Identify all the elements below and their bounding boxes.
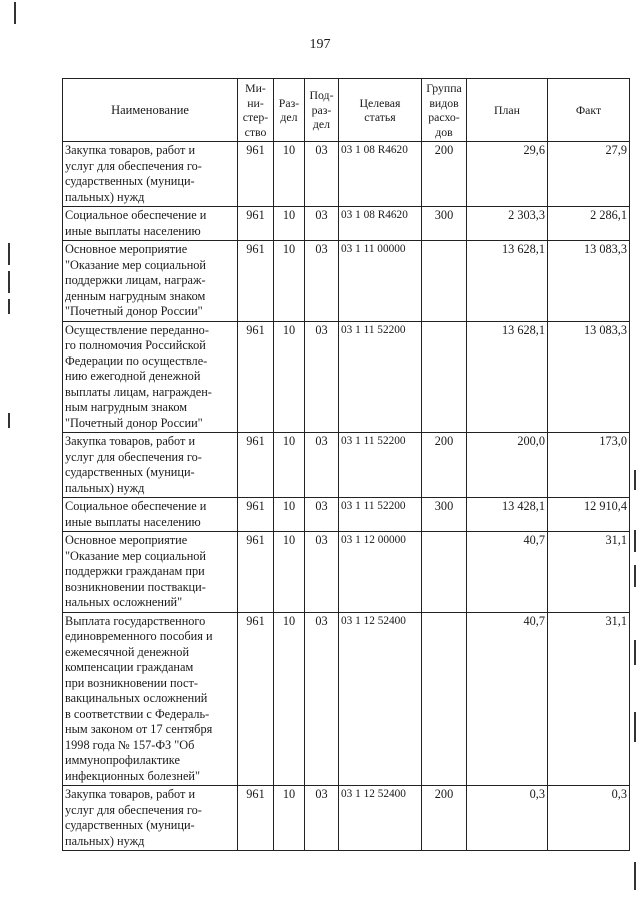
fact-cell: 13 083,3 [548, 241, 630, 322]
expense-group-cell: 200 [422, 142, 467, 207]
header-line: дел [312, 117, 331, 132]
header-target [339, 79, 422, 142]
name-line: услуг для обеспечения го- [65, 449, 202, 464]
name-line: при возникновении пост- [65, 675, 198, 690]
name-line: ежемесячной денежной [65, 644, 190, 659]
name-line: сударственных (муници- [65, 465, 195, 479]
expense-group-cell: 300 [422, 207, 467, 241]
name-line: нальных осложнений" [65, 595, 183, 609]
name-cell [63, 786, 238, 851]
scan-mark [634, 640, 636, 665]
header-plan [467, 79, 548, 142]
name-line: 1998 года № 157-ФЗ "Об [65, 737, 195, 752]
name-line: нию ежегодной денежной [65, 369, 201, 383]
name-line: сударственных (муници- [65, 818, 195, 832]
name-line: иные выплаты населению [65, 223, 201, 238]
plan-cell: 200,0 [467, 433, 548, 498]
section-cell: 10 [274, 612, 305, 786]
scan-mark [8, 243, 10, 265]
plan-cell: 13 428,1 [467, 498, 548, 532]
name-line: иные выплаты населению [65, 514, 201, 529]
name-line: ным законом от 17 сентября [65, 722, 213, 736]
target-article-cell: 03 1 11 52200 [339, 498, 422, 532]
table-row [63, 207, 630, 241]
scan-mark [14, 2, 16, 24]
fact-cell: 2 286,1 [548, 207, 630, 241]
table-row [63, 142, 630, 207]
name-cell [63, 532, 238, 613]
budget-table [62, 78, 630, 851]
table-row [63, 786, 630, 851]
target-article-cell: 03 1 11 52200 [339, 433, 422, 498]
section-cell: 10 [274, 207, 305, 241]
subsection-cell: 03 [305, 207, 339, 241]
ministry-cell: 961 [238, 433, 274, 498]
table-row [63, 498, 630, 532]
scan-mark [634, 862, 636, 890]
scan-mark [634, 470, 636, 490]
section-cell: 10 [274, 142, 305, 207]
name-line: го полномочия Российской [65, 338, 206, 352]
name-line: инфекционных болезней" [65, 768, 201, 783]
page-number: 197 [309, 37, 331, 52]
plan-cell: 13 628,1 [467, 321, 548, 433]
subsection-cell: 03 [305, 142, 339, 207]
name-line: Социальное обеспечение и [65, 208, 207, 222]
header-line: расхо- [428, 110, 460, 124]
header-row [63, 79, 630, 142]
table-row [63, 433, 630, 498]
header-subsection [305, 79, 339, 142]
section-cell: 10 [274, 321, 305, 433]
name-line: Основное мероприятие [65, 533, 188, 547]
name-cell [63, 142, 238, 207]
name-line: Выплата государственного [65, 613, 206, 628]
name-line: Основное мероприятие [65, 242, 188, 256]
section-cell: 10 [274, 532, 305, 613]
name-cell [63, 433, 238, 498]
header-line: Группа [426, 81, 462, 95]
scan-mark [8, 413, 10, 428]
name-line: Осуществление переданно- [65, 322, 209, 337]
plan-cell: 40,7 [467, 532, 548, 613]
name-line: поддержки гражданам при [65, 564, 205, 578]
name-line: "Почетный донор России" [65, 304, 203, 318]
expense-group-cell: 200 [422, 786, 467, 851]
name-line: компенсации гражданам [65, 660, 194, 674]
name-line: Закупка товаров, работ и [65, 787, 196, 801]
header-line: дов [435, 124, 453, 139]
name-line: в соответствии с Федераль- [65, 706, 210, 721]
name-cell [63, 612, 238, 786]
scan-mark [8, 299, 10, 314]
plan-cell: 13 628,1 [467, 241, 548, 322]
ministry-cell: 961 [238, 498, 274, 532]
name-line: иммунопрофилактике [65, 753, 180, 767]
header-line: Целевая [359, 95, 401, 110]
name-line: выплаты лицам, награжден- [65, 384, 212, 399]
subsection-cell: 03 [305, 532, 339, 613]
subsection-cell: 03 [305, 498, 339, 532]
scan-mark [8, 271, 10, 293]
subsection-cell: 03 [305, 433, 339, 498]
header-line: дел [280, 110, 298, 124]
subsection-cell: 03 [305, 786, 339, 851]
target-article-cell: 03 1 12 52400 [339, 786, 422, 851]
fact-cell: 13 083,3 [548, 321, 630, 433]
fact-cell: 173,0 [548, 433, 630, 498]
expense-group-cell [422, 612, 467, 786]
target-article-cell: 03 1 12 52400 [339, 612, 422, 786]
name-line: Федерации по осуществле- [65, 353, 208, 368]
header-line: ни- [247, 95, 264, 110]
name-line: вакцинальных осложнений [65, 691, 208, 705]
target-article-cell: 03 1 11 52200 [339, 321, 422, 433]
expense-group-cell: 300 [422, 498, 467, 532]
scan-mark [634, 712, 636, 742]
header-name [63, 79, 238, 142]
name-line: поддержки лицам, награж- [65, 273, 206, 287]
header-fact [548, 79, 630, 142]
header-line: Наименование [111, 102, 189, 117]
header-group [422, 79, 467, 142]
header-line: ство [244, 124, 267, 139]
ministry-cell: 961 [238, 142, 274, 207]
name-line: пальных) нужд [65, 189, 145, 204]
plan-cell: 0,3 [467, 786, 548, 851]
header-line: статья [364, 110, 396, 124]
ministry-cell: 961 [238, 786, 274, 851]
ministry-cell: 961 [238, 532, 274, 613]
section-cell: 10 [274, 433, 305, 498]
plan-cell: 40,7 [467, 612, 548, 786]
ministry-cell: 961 [238, 321, 274, 433]
expense-group-cell [422, 241, 467, 322]
header-line: Факт [575, 102, 602, 117]
table-row [63, 612, 630, 786]
header-line: видов [429, 95, 459, 110]
name-cell [63, 207, 238, 241]
scan-mark [634, 565, 636, 587]
fact-cell: 27,9 [548, 142, 630, 207]
name-line: услуг для обеспечения го- [65, 802, 202, 817]
target-article-cell: 03 1 12 00000 [339, 532, 422, 613]
name-line: пальных) нужд [65, 833, 145, 848]
name-line: Закупка товаров, работ и [65, 143, 196, 157]
name-line: ным нагрудным знаком [65, 400, 188, 414]
name-cell [63, 241, 238, 322]
header-section [274, 79, 305, 142]
name-line: Закупка товаров, работ и [65, 434, 196, 448]
plan-cell: 29,6 [467, 142, 548, 207]
name-line: "Оказание мер социальной [65, 548, 207, 563]
name-cell [63, 321, 238, 433]
header-line: Ми- [245, 81, 266, 95]
name-line: Социальное обеспечение и [65, 499, 207, 513]
ministry-cell: 961 [238, 207, 274, 241]
table-row [63, 532, 630, 613]
name-line: пальных) нужд [65, 480, 145, 495]
name-line: услуг для обеспечения го- [65, 158, 202, 173]
subsection-cell: 03 [305, 241, 339, 322]
scan-mark [634, 530, 636, 552]
name-line: денным нагрудным знаком [65, 288, 206, 303]
header-line: Под- [309, 88, 334, 103]
fact-cell: 31,1 [548, 612, 630, 786]
table-body [63, 142, 630, 851]
subsection-cell: 03 [305, 612, 339, 786]
header-line: раз- [311, 102, 332, 117]
name-line: возникновении поствакци- [65, 579, 206, 594]
expense-group-cell [422, 321, 467, 433]
header-line: стер- [242, 110, 269, 124]
target-article-cell: 03 1 11 00000 [339, 241, 422, 322]
table-row [63, 241, 630, 322]
plan-cell: 2 303,3 [467, 207, 548, 241]
table-header [63, 79, 630, 142]
fact-cell: 31,1 [548, 532, 630, 613]
header-line: Раз- [278, 95, 300, 110]
section-cell: 10 [274, 498, 305, 532]
target-article-cell: 03 1 08 R4620 [339, 142, 422, 207]
expense-group-cell [422, 532, 467, 613]
ministry-cell: 961 [238, 241, 274, 322]
fact-cell: 12 910,4 [548, 498, 630, 532]
name-line: "Оказание мер социальной [65, 257, 207, 272]
header-ministry [238, 79, 274, 142]
name-line: сударственных (муници- [65, 174, 195, 188]
name-line: единовременного пособия и [65, 629, 213, 643]
header-line: План [494, 102, 520, 117]
name-cell [63, 498, 238, 532]
target-article-cell: 03 1 08 R4620 [339, 207, 422, 241]
table-row [63, 321, 630, 433]
section-cell: 10 [274, 241, 305, 322]
ministry-cell: 961 [238, 612, 274, 786]
expense-group-cell: 200 [422, 433, 467, 498]
subsection-cell: 03 [305, 321, 339, 433]
section-cell: 10 [274, 786, 305, 851]
fact-cell: 0,3 [548, 786, 630, 851]
name-line: "Почетный донор России" [65, 415, 203, 430]
